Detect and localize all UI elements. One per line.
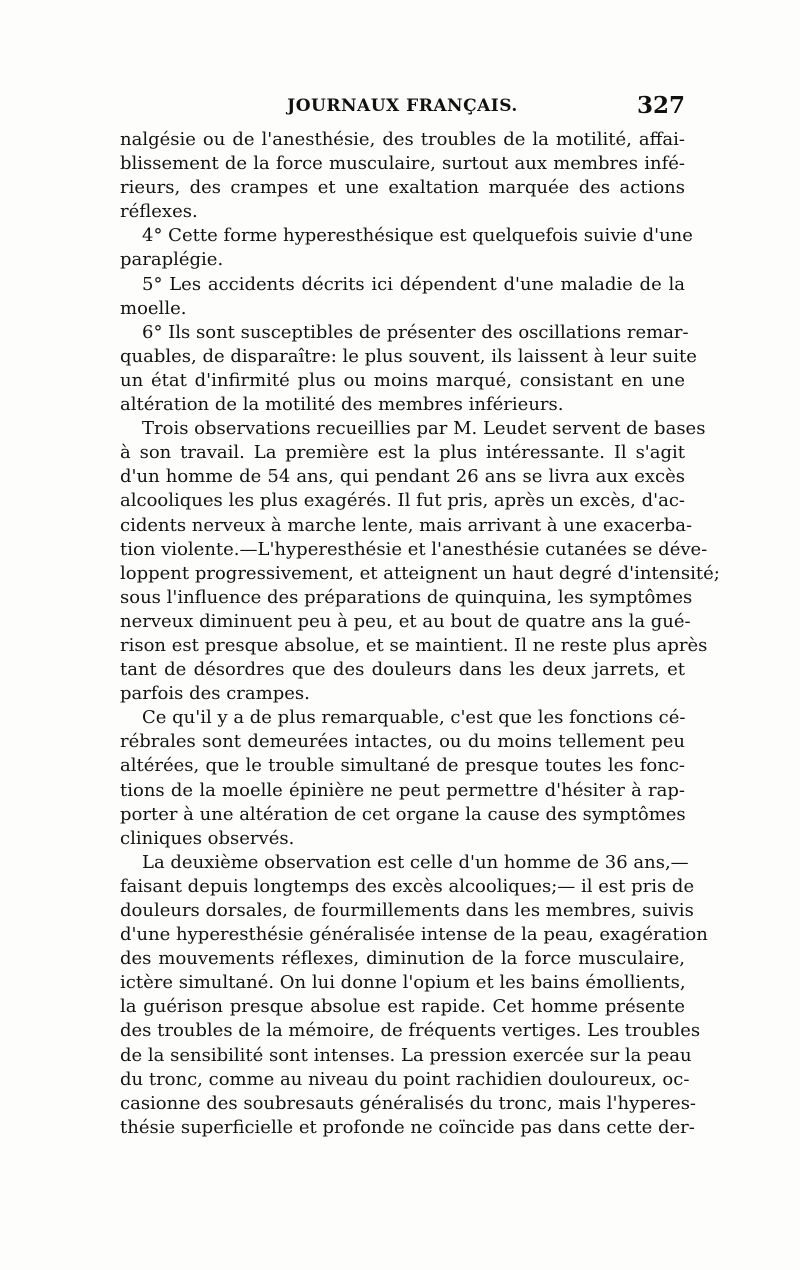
text-line: porter à une altération de cet organe la cause des symptômes: [120, 803, 686, 825]
text-line: d'une hyperesthésie généralisée intense de la peau, exagération: [120, 924, 708, 946]
text-line: tion violente.—L'hyperesthésie et l'anesthésie cutanées se déve-: [120, 538, 708, 560]
text-line: la guérison presque absolue est rapide. Cet homme présente: [120, 996, 685, 1018]
text-line: ictère simultané. On lui donne l'opium et les bains émollients,: [120, 972, 686, 994]
paragraph: [120, 417, 720, 706]
paragraph: [120, 273, 685, 321]
text-line: des troubles de la mémoire, de fréquents vertiges. Les troubles: [120, 1020, 701, 1042]
text-line: parfois des crampes.: [120, 683, 310, 705]
text-line: cidents nerveux à marche lente, mais arrivant à une exacerba-: [120, 514, 693, 536]
text-line: blissement de la force musculaire, surtout aux membres infé-: [120, 153, 685, 175]
text-line: réflexes.: [120, 201, 198, 223]
text-line: quables, de disparaître: le plus souvent, ils laissent à leur suite: [120, 345, 697, 367]
text-line: Trois observations recueillies par M. Leudet servent de bases: [142, 418, 706, 440]
text-line: casionne des soubresauts généralisés du tronc, mais l'hyperes-: [120, 1092, 697, 1114]
text-line: du tronc, comme au niveau du point rachidien douloureux, oc-: [120, 1068, 690, 1090]
running-title: JOURNAUX FRANÇAIS.: [287, 96, 518, 116]
text-line: moelle.: [120, 297, 187, 319]
text-line: nalgésie ou de l'anesthésie, des troubles de la motilité, affai-: [120, 129, 685, 150]
text-line: 4° Cette forme hyperesthésique est quelquefois suivie d'une: [142, 225, 693, 247]
body-text: [120, 128, 720, 1140]
text-line: Ce qu'il y a de plus remarquable, c'est que les fonctions cé-: [142, 707, 686, 729]
text-line: thésie superficielle et profonde ne coïncide pas dans cette der-: [120, 1116, 695, 1138]
text-line: tions de la moelle épinière ne peut permettre d'hésiter à rap-: [120, 779, 685, 801]
text-line: paraplégie.: [120, 249, 224, 271]
text-line: altération de la motilité des membres inférieurs.: [120, 394, 564, 416]
running-header: [120, 92, 685, 122]
text-line: douleurs dorsales, de fourmillements dans les membres, suivis: [120, 900, 694, 921]
text-line: 5° Les accidents décrits ici dépendent d'une maladie de la: [142, 273, 685, 295]
text-line: cliniques observés.: [120, 827, 295, 849]
text-line: La deuxième observation est celle d'un homme de 36 ans,—: [142, 851, 689, 873]
paragraph: [120, 128, 685, 224]
text-line: loppent progressivement, et atteignent un haut degré d'intensité;: [120, 562, 720, 584]
text-line: 6° Ils sont susceptibles de présenter des oscillations remar-: [142, 321, 689, 343]
text-line: altérées, que le trouble simultané de presque toutes les fonc-: [120, 755, 685, 777]
text-line: alcooliques les plus exagérés. Il fut pris, après un excès, d'ac-: [120, 490, 685, 512]
text-line: d'un homme de 54 ans, qui pendant 26 ans se livra aux excès: [120, 466, 685, 488]
text-line: rébrales sont demeurées intactes, ou du moins tellement peu: [120, 731, 685, 753]
paragraph: [120, 321, 697, 417]
text-line: rieurs, des crampes et une exaltation marquée des actions: [120, 177, 685, 199]
text-line: sous l'influence des préparations de quinquina, les symptômes: [120, 586, 693, 608]
paragraph: [120, 851, 708, 1140]
text-line: rison est presque absolue, et se maintient. Il ne reste plus après: [120, 634, 708, 656]
page-number: 327: [636, 92, 685, 119]
text-line: de la sensibilité sont intenses. La pression exercée sur la peau: [120, 1044, 692, 1066]
text-line: des mouvements réflexes, diminution de la force musculaire,: [120, 948, 685, 970]
text-line: un état d'infirmité plus ou moins marqué, consistant en une: [120, 369, 685, 391]
paragraph: [120, 706, 685, 851]
text-line: nerveux diminuent peu à peu, et au bout de quatre ans la gué-: [120, 610, 691, 632]
text-line: faisant depuis longtemps des excès alcooliques;— il est pris de: [120, 875, 695, 897]
text-line: à son travail. La première est la plus intéressante. Il s'agit: [120, 442, 685, 464]
text-line: tant de désordres que des douleurs dans les deux jarrets, et: [120, 659, 685, 681]
paragraph: [120, 224, 693, 272]
